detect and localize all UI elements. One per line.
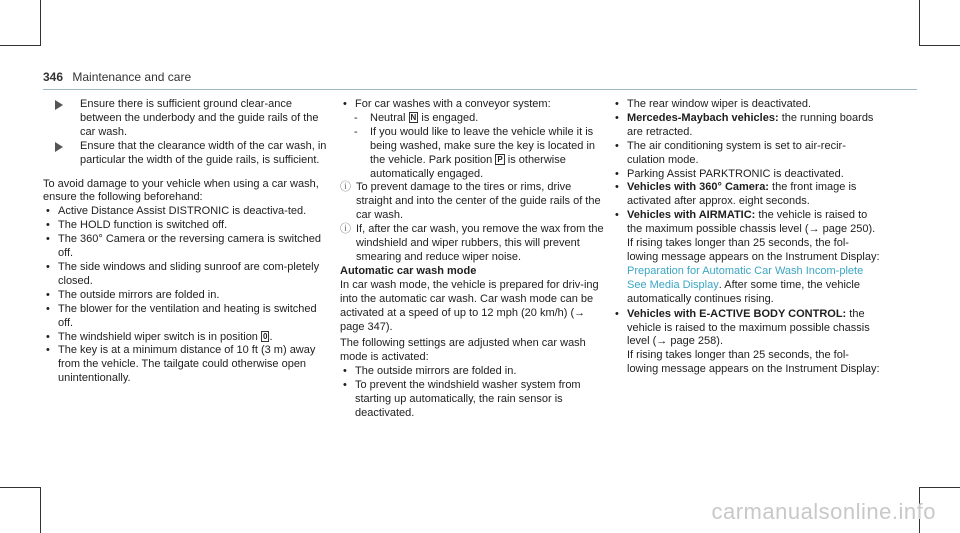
step-arrow-icon [55, 142, 63, 152]
list-item: • Vehicles with E-ACTIVE BODY CONTROL: the vehicle is raised to the maximum possible chassis level (→ page 258). If rising takes longer than 25 seconds, the fol-lowing message appears on the Instrument Display: [612, 308, 880, 378]
neutral-symbol-icon: N [410, 112, 417, 122]
watermark-logo: carmanualsonline.info [711, 499, 936, 525]
list-item: • Mercedes-Maybach vehicles: the running boards are retracted. [612, 112, 880, 140]
position-0-symbol-icon: 0 [263, 331, 268, 341]
crop-mark [919, 487, 960, 488]
list-item: • The side windows and sliding sunroof are com-pletely closed. [43, 261, 328, 289]
crop-mark [919, 0, 920, 46]
section-heading: Automatic car wash mode [340, 264, 477, 277]
list-item: • The 360° Camera or the reversing camera is switched off. [43, 233, 328, 261]
info-icon: ⓘ [340, 181, 351, 194]
page-header [43, 71, 191, 85]
list-item: • Parking Assist PARKTRONIC is deactivated. [612, 168, 880, 182]
list-item: • The blower for the ventilation and heating is switched off. [43, 303, 328, 331]
crop-mark [40, 487, 41, 533]
display-message: Preparation for Automatic Car Wash Incom-plete See Media Display [627, 264, 864, 291]
list-item: • The air conditioning system is set to air-recir-culation mode. [612, 140, 880, 168]
list-item: • Vehicles with 360° Camera: the front image is activated after approx. eight seconds. [612, 181, 880, 209]
list-item: • For car washes with a conveyor system: [340, 98, 608, 112]
crop-mark [919, 45, 960, 46]
info-note: ⓘ If, after the car wash, you remove the wax from the windshield and wiper rubbers, this will prevent smearing and reduce wiper noise. [340, 223, 604, 263]
list-item: • The outside mirrors are folded in. [340, 365, 608, 379]
paragraph: In car wash mode, the vehicle is prepared for driv-ing into the automatic car wash. Car wash mode can be activated at a speed of up to 12 mph (20 km/h) (→ page 347). [340, 278, 599, 333]
instruction-step: Ensure there is sufficient ground clear-ance between the underbody and the guide rails of the car wash. [43, 98, 328, 140]
paragraph: The following settings are adjusted when car wash mode is activated: [340, 337, 586, 364]
intro-paragraph: To avoid damage to your vehicle when using a car wash, ensure the following beforehand: [43, 177, 319, 204]
sub-list-item: - If you would like to leave the vehicle while it is being washed, make sure the key is located in the vehicle. Park position P is otherwise automatically engaged. [354, 125, 596, 180]
section-title: Maintenance and care [72, 70, 192, 84]
header-rule [43, 89, 917, 90]
sub-list-item: - Neutral N is engaged. [354, 111, 479, 124]
crop-mark [0, 45, 41, 46]
step-arrow-icon [55, 100, 63, 110]
list-item: • The outside mirrors are folded in. [43, 289, 328, 303]
page-number: 346 [43, 70, 64, 84]
instruction-step: Ensure that the clearance width of the car wash, in particular the width of the guide rails, is sufficient. [43, 140, 328, 168]
crop-mark [40, 0, 41, 46]
list-item: • The key is at a minimum distance of 10 ft (3 m) away from the vehicle. The tailgate could otherwise open unintentionally. [43, 344, 328, 386]
info-note: ⓘ To prevent damage to the tires or rims, drive straight and into the center of the guide rails of the car wash. [340, 181, 601, 222]
list-item: • The windshield wiper switch is in position 0 . [43, 331, 328, 345]
info-icon: ⓘ [340, 223, 351, 236]
column-1 [43, 98, 328, 386]
list-item: • The rear window wiper is deactivated. [612, 98, 880, 112]
column-2 [340, 98, 608, 421]
column-3 [612, 98, 880, 378]
list-item: • Active Distance Assist DISTRONIC is deactiva-ted. [43, 205, 328, 219]
park-symbol-icon: P [497, 154, 503, 164]
list-item: • To prevent the windshield washer system from starting up automatically, the rain sensor is deactivated. [340, 379, 608, 421]
list-item: • The HOLD function is switched off. [43, 219, 328, 233]
crop-mark [0, 487, 41, 488]
list-item: • Vehicles with AIRMATIC: the vehicle is raised to the maximum possible chassis level (→ page 250). If rising takes longer than 25 seconds, the fol-lowing message appears on the Instrument Display: Preparation for Automatic Car Wash Incom-plete See Media Display . After some time, the vehicle automatically continues rising. [612, 209, 880, 306]
